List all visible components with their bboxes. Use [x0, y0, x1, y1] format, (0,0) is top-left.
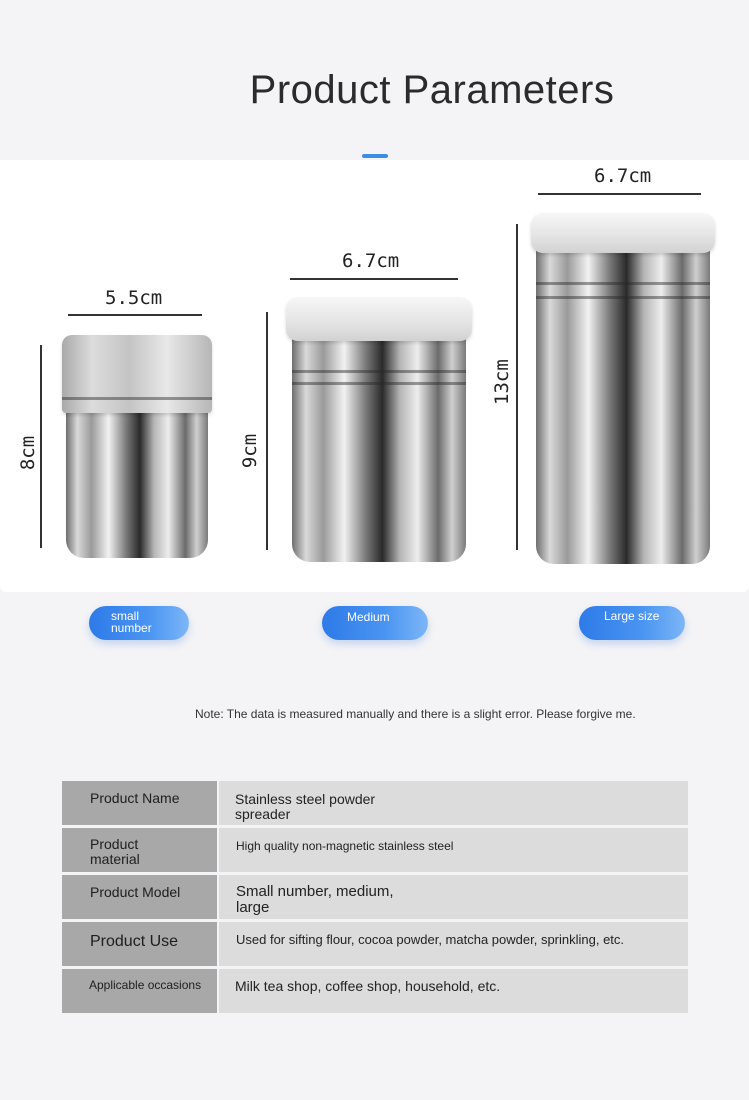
param-label: Product material — [90, 836, 140, 867]
param-label: Product Use — [90, 933, 179, 950]
small-shaker-body — [66, 400, 208, 558]
large-width-label: 6.7cm — [594, 165, 652, 187]
param-label: Product Model — [90, 884, 181, 900]
size-pill-small — [89, 606, 189, 640]
page-title: Product Parameters — [249, 68, 615, 112]
size-pill-small-label: small number — [111, 609, 152, 635]
product-photo — [0, 160, 749, 592]
large-shaker-body — [536, 238, 710, 564]
large-height-line — [516, 224, 518, 550]
large-width-line — [538, 193, 701, 195]
small-width-label: 5.5cm — [105, 287, 163, 309]
param-value: Used for sifting flour, cocoa powder, matcha powder, sprinkling, etc. — [236, 932, 625, 947]
large-shaker-lid — [531, 213, 715, 253]
param-value: Small number, medium, large — [236, 883, 394, 916]
small-height-line — [40, 345, 42, 548]
param-row-material — [62, 828, 688, 872]
medium-width-line — [290, 278, 458, 280]
title-underline — [362, 154, 388, 158]
small-height-label: 8cm — [17, 435, 39, 471]
small-width-line — [68, 314, 202, 316]
param-value: High quality non-magnetic stainless steel — [236, 839, 454, 853]
param-label: Applicable occasions — [89, 978, 202, 992]
param-row-model — [62, 875, 688, 919]
param-row-name — [62, 781, 688, 825]
medium-height-label: 9cm — [239, 433, 261, 469]
param-row-use — [62, 922, 688, 966]
size-pill-large — [579, 606, 685, 640]
param-row-occasions — [62, 969, 688, 1013]
large-height-label: 13cm — [491, 359, 513, 405]
param-label: Product Name — [90, 790, 180, 806]
medium-height-line — [266, 312, 268, 550]
medium-shaker-lid — [286, 297, 472, 341]
size-pill-medium — [322, 606, 428, 640]
param-value: Milk tea shop, coffee shop, household, etc. — [235, 978, 501, 994]
size-pill-large-label: Large size — [604, 609, 660, 623]
small-shaker-lid — [62, 335, 212, 413]
param-value: Stainless steel powder spreader — [235, 791, 376, 822]
size-pill-medium-label: Medium — [347, 610, 390, 624]
measurement-note: Note: The data is measured manually and there is a slight error. Please forgive me. — [195, 707, 636, 721]
medium-shaker-body — [292, 330, 466, 562]
medium-width-label: 6.7cm — [342, 250, 400, 272]
